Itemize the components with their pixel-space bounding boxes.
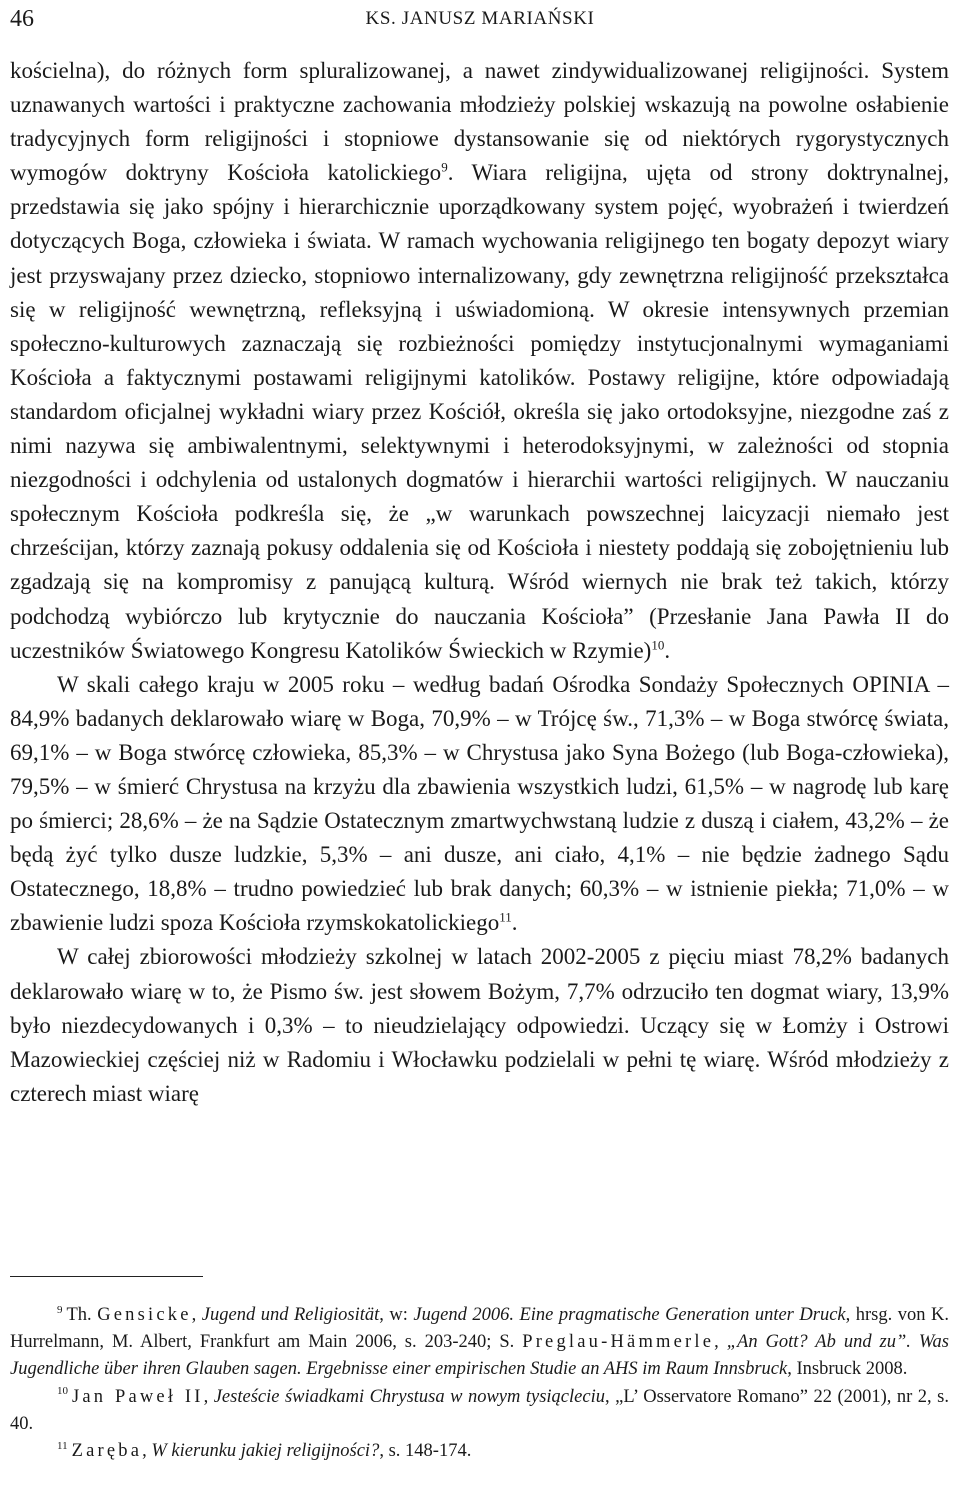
paragraph-3: W całej zbiorowości młodzieży szkolnej w latach 2002-2005 z pięciu miast 78,2% badanych deklarowało wiarę w to, że Pismo św. jest słowem Bożym, 7,7% odrzuciło ten dogmat wiary, 13,9% było niezdecydowanych i 0,3% – to nieudzielający odpowiedzi. Uczący się w Łomży i Ostrowi Mazowieckiej częściej niż w Radomiu i Włocławku podzielali w pełni tę wiarę. Wśród młodzieży z czterech miast wiarę: [10, 944, 949, 1106]
footnote-text: ,: [714, 1332, 727, 1353]
paragraph-1-part-c: .: [664, 637, 671, 663]
page-number: 46: [10, 6, 34, 32]
footnote-text: , s. 148-174.: [379, 1441, 472, 1462]
footnote-text: ,: [142, 1441, 152, 1462]
footnote-number: 9: [57, 1303, 63, 1316]
author-name: Preglau-Hämmerle: [522, 1332, 715, 1353]
footnote-text: , hrsg. von K. Hurrelmann, M. Albert, Frankfurt am Main 2006, s. 203-240; S.: [10, 1305, 949, 1353]
author-name: Jan Paweł II: [72, 1386, 204, 1407]
footnote-number: 10: [57, 1385, 68, 1398]
footnote-text: , w:: [379, 1305, 414, 1325]
footnote-text: , „L’ Osservatore Romano” 22 (2001), nr 2, s. 40.: [10, 1386, 949, 1434]
author-name: Zaręba: [71, 1441, 143, 1462]
paragraph-2-part-b: .: [511, 910, 518, 936]
body-text: [10, 54, 949, 1111]
footnote-ref-9[interactable]: 9: [441, 159, 448, 175]
paragraph-1-part-a: kościelna), do różnych form spluralizowanej, a nawet zindywidualizowanej religijności. System uznawanych wartości i praktyczne zachowania młodzieży polskiej wskazują na powolne osłabienie tradycyjnych form religijności i stopniowe dystansowanie się od niektórych rygorystycznych wymogów doktryny Kościoła katolickiego: [10, 58, 949, 186]
footnote-number: 11: [57, 1439, 68, 1452]
running-head: KS. JANUSZ MARIAŃSKI: [365, 8, 595, 29]
work-title: „An Gott? Ab und zu”. Was Jugendliche über ihren Glauben sagen. Ergebnisse einer empirischen Studie an AHS im Raum Innsbruck: [10, 1332, 950, 1380]
footnote-ref-11[interactable]: 11: [499, 909, 512, 925]
footnote-text: ,: [203, 1386, 214, 1407]
paragraph-1-part-b: . Wiara religijna, ujęta od strony doktrynalnej, przedstawia się jako spójny i hierarchicznie uporządkowany system pojęć, wyobrażeń i twierdzeń dotyczących Boga, człowieka i świata. W ramach wychowania religijnego ten bogaty depozyt wiary jest przyswajany przez dziecko, stopniowo internalizowany, gdy zewnętrzna religijność przekształca się w religijność wewnętrzną, refleksyjną i uświadomioną. W okresie intensywnych przemian społeczno-kulturowych zaznaczają się rozbieżności pomiędzy instytucjonalnymi wymaganiami Kościoła a faktycznymi postawami religijnymi katolików. Postawy religijne, które odpowiadają standardom oficjalnej wykładni wiary przez Kościół, określa się jako ortodoksyjne, niezgodne zaś z nimi nazywa się ambiwalentnymi, selektywnymi i heterodoksyjnymi, w zależności od stopnia niezgodności i odchylenia od ustalonych dogmatów i hierarchii wartości religijnych. W nauczaniu społecznym Kościoła podkreśla się, że „w warunkach powszechnej laicyzacji niemało jest chrześcijan, którzy zaznają pokusy oddalenia się od Kościoła i niestety poddają się zobojętnieniu lub zgadzają się na kompromisy z panującą kulturą. Wśród wiernych nie brak też takich, którzy podchodzą wybiórczo lub krytycznie do nauczania Kościoła” (Przesłanie Jana Pawła II do uczestników Światowego Kongresu Katolików Świeckich w Rzymie): [10, 160, 950, 663]
work-title: W kierunku jakiej religijności?: [151, 1441, 380, 1462]
footnote-10: [10, 1384, 949, 1438]
paragraph-1: [10, 54, 949, 668]
footnote-ref-10[interactable]: 10: [651, 636, 665, 652]
footnote-11: [10, 1438, 949, 1465]
work-title: Jugend und Religiosität: [201, 1305, 380, 1325]
footnote-text: Th.: [66, 1305, 98, 1325]
author-name: Gensicke: [97, 1305, 192, 1325]
footnote-text: , Insbruck 2008.: [787, 1359, 908, 1380]
paragraph-2: [10, 668, 949, 941]
footnotes: [10, 1302, 949, 1465]
footnote-separator: [10, 1276, 203, 1277]
footnote-text: ,: [191, 1305, 202, 1325]
paragraph-2-part-a: W skali całego kraju w 2005 roku – według badań Ośrodka Sondaży Społecznych OPINIA – 84,9% badanych deklarowało wiarę w Boga, 70,9% – w Trójcę św., 71,3% – w Boga stwórcę świata, 69,1% – w Boga stwórcę człowieka, 85,3% – w Chrystusa jako Syna Bożego (lub Boga-człowieka), 79,5% – w śmierć Chrystusa na krzyżu dla zbawienia wszystkich ludzi, 61,5% – w nagrodę lub karę po śmierci; 28,6% – że na Sądzie Ostatecznym zmartwychwstaną ludzie z duszą i ciałem, 43,2% – że będą żyć tylko dusze ludzkie, 5,3% – ani dusze, ani ciało, 4,1% – nie będzie żadnego Sądu Ostatecznego, 18,8% – trudno powiedzieć lub brak danych; 60,3% – w istnienie piekła; 71,0% – w zbawienie ludzi spoza Kościoła rzymskokatolickiego: [10, 671, 949, 936]
footnote-9: [10, 1302, 949, 1384]
page-header: [10, 2, 950, 38]
work-title: Jugend 2006. Eine pragmatische Generation unter Druck: [413, 1305, 846, 1325]
work-title: Jesteście świadkami Chrystusa w nowym tysiącleciu: [213, 1386, 605, 1407]
